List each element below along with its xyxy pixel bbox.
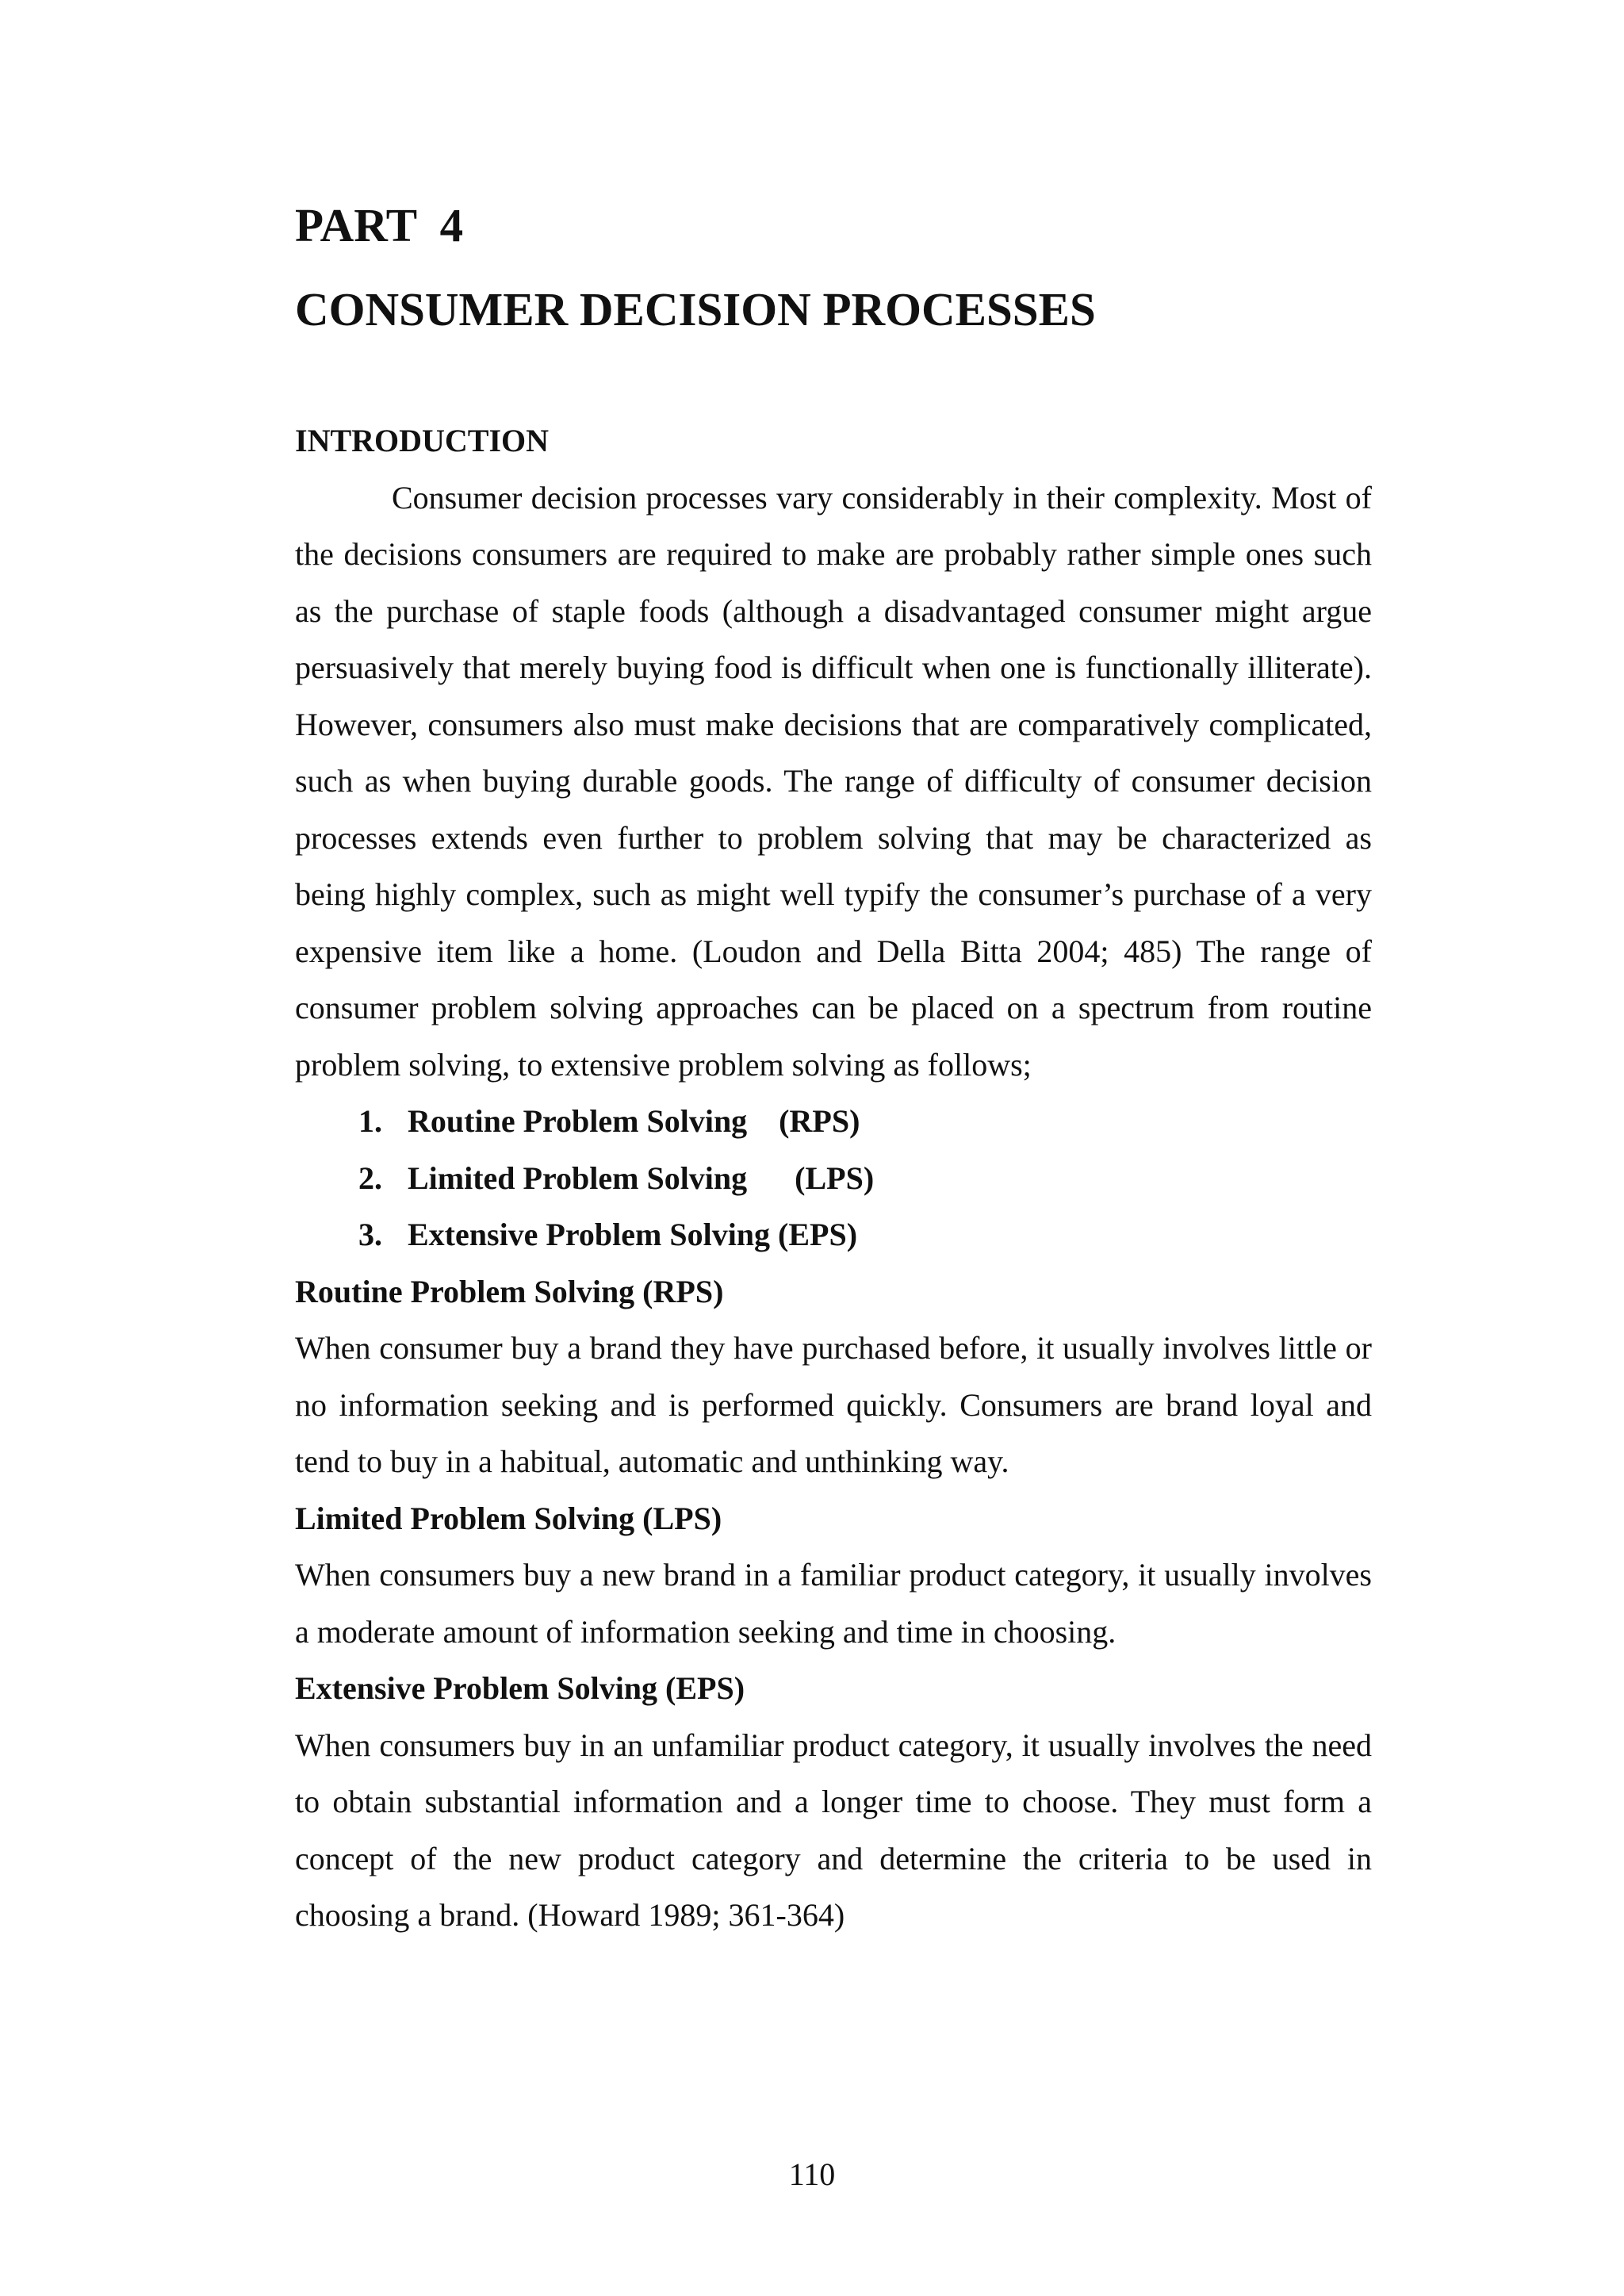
list-item-label: Limited Problem Solving (LPS) (408, 1159, 875, 1196)
section-body-lps: When consumers buy a new brand in a familiar product category, it usually involves a moderate amount of information seeking and time in choosing. (295, 1557, 1372, 1650)
list-item-label: Extensive Problem Solving (EPS) (408, 1217, 858, 1252)
list-item (295, 1206, 1372, 1263)
page-number: 110 (788, 2156, 836, 2192)
list-item (295, 1093, 1372, 1150)
part-title: PART 4 (295, 199, 464, 251)
section-heading-eps: Extensive Problem Solving (EPS) (295, 1670, 745, 1706)
chapter-title: CONSUMER DECISION PROCESSES (295, 283, 1096, 335)
section-heading-rps: Routine Problem Solving (RPS) (295, 1273, 724, 1309)
section-body-rps: When consumer buy a brand they have purchased before, it usually involves little or no information seeking and is performed quickly. Consumers are brand loyal and tend to buy in a habitual, automatic and unthinking way. (295, 1330, 1372, 1479)
list-item-number: 2. (358, 1159, 382, 1196)
section-body-eps: When consumers buy in an unfamiliar product category, it usually involves the need to obtain substantial information and a longer time to choose. They must form a concept of the new product category and determine the criteria to be used in choosing a brand. (Howard 1989; 361-364) (295, 1727, 1372, 1933)
list-item-label: Routine Problem Solving (RPS) (408, 1103, 860, 1139)
list-item (295, 1150, 1372, 1207)
approaches-list (295, 1093, 1372, 1263)
introduction-heading: INTRODUCTION (295, 423, 550, 458)
section-heading-lps: Limited Problem Solving (LPS) (295, 1500, 722, 1536)
list-item-number: 3. (358, 1217, 382, 1252)
introduction-paragraph: Consumer decision processes vary considerably in their complexity. Most of the decisions consumers are required to make are probably rather simple ones such as the purchase of staple foods (although a disadvantaged consumer might argue persuasively that merely buying food is difficult when one is functionally illiterate). However, consumers also must make decisions that are comparatively complicated, such as when buying durable goods. The range of difficulty of consumer decision processes extends even further to problem solving that may be characterized as being highly complex, such as might well typify the consumer’s purchase of a very expensive item like a home. (Loudon and Della Bitta 2004; 485) The range of consumer problem solving approaches can be placed on a spectrum from routine problem solving, to extensive problem solving as follows; (295, 479, 1372, 1083)
page-content (295, 412, 1372, 1944)
list-item-number: 1. (358, 1103, 382, 1139)
